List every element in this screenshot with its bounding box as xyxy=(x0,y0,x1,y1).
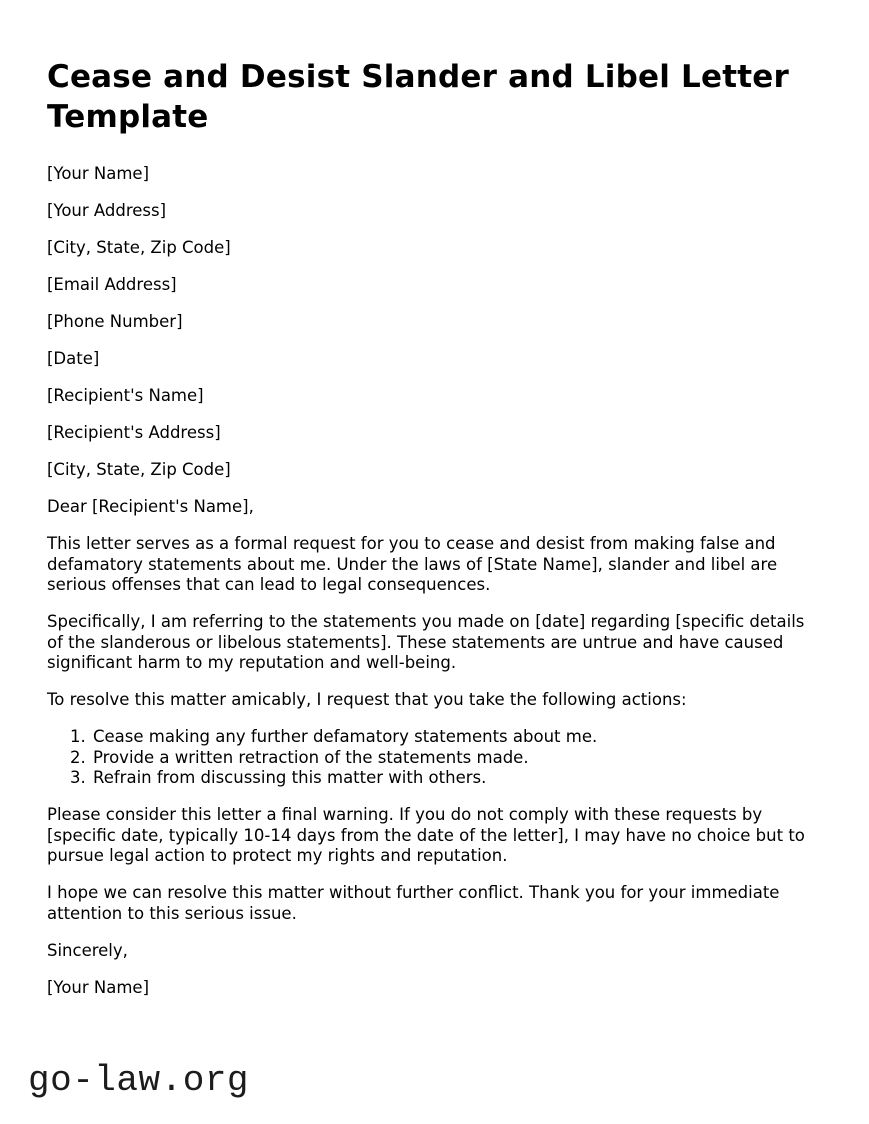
list-item: 3. Refrain from discussing this matter with others. xyxy=(91,768,805,789)
letter-content xyxy=(47,57,805,1015)
recipient-address-line: [Recipient's Address] xyxy=(47,423,221,442)
sender-address-line: [Your Address] xyxy=(47,201,167,220)
salutation: Dear [Recipient's Name], xyxy=(47,497,254,516)
page-title: Cease and Desist Slander and Libel Letter Template xyxy=(47,59,789,135)
body-paragraph-1: This letter serves as a formal request for you to cease and desist from making false and defamatory statements about me. Under the laws of [State Name], slander and libel are serious offenses that can lead to legal consequences. xyxy=(47,534,778,594)
list-item: 1. Cease making any further defamatory statements about me. xyxy=(91,727,805,748)
signature-name: [Your Name] xyxy=(47,977,150,997)
closing-paragraph-2: I hope we can resolve this matter without further conflict. Thank you for your immediate attention to this serious issue. xyxy=(47,883,780,923)
site-logo-text: go-law.org xyxy=(28,1060,250,1101)
sender-phone-line: [Phone Number] xyxy=(47,312,183,331)
body-paragraph-2: Specifically, I am referring to the statements you made on [date] regarding [specific details of the slanderous or libelous statements]. These statements are untrue and have caused significant harm to my reputation and well-being. xyxy=(47,612,805,672)
date-line: [Date] xyxy=(47,349,100,368)
sender-name-line: [Your Name] xyxy=(47,164,150,183)
sender-city-line: [City, State, Zip Code] xyxy=(47,238,231,257)
body-paragraph-3: To resolve this matter amicably, I request that you take the following actions: xyxy=(47,690,687,709)
sign-off: Sincerely, xyxy=(47,940,128,960)
recipient-name-line: [Recipient's Name] xyxy=(47,386,204,405)
sender-email-line: [Email Address] xyxy=(47,275,177,294)
action-items-list xyxy=(47,727,805,789)
recipient-city-line: [City, State, Zip Code] xyxy=(47,460,231,479)
list-item: 2. Provide a written retraction of the statements made. xyxy=(91,748,805,769)
closing-paragraph-1: Please consider this letter a final warning. If you do not comply with these requests by [specific date, typically 10-14 days from the date of the letter], I may have no choice but to pursue legal action to protect my rights and reputation. xyxy=(47,805,805,865)
